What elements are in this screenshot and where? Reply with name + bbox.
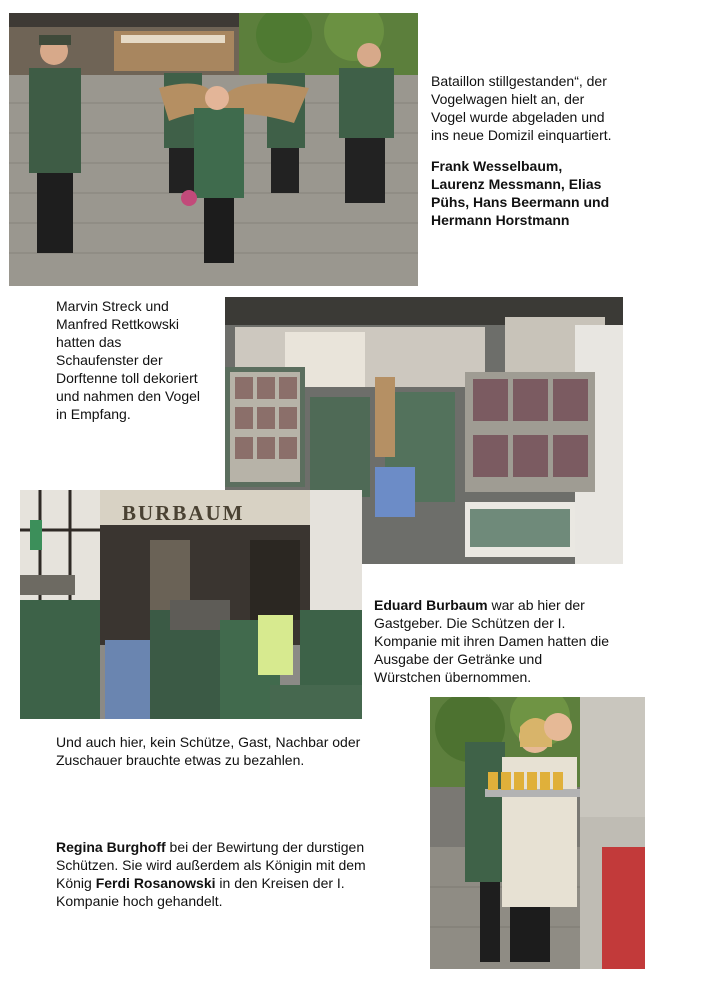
caption-line: Kompanie hoch gehandelt. (56, 893, 223, 909)
caption-line: Würstchen übernommen. (374, 669, 532, 685)
caption-line: Schaufenster der (56, 352, 163, 368)
caption-line: Dorftenne toll dekoriert (56, 370, 198, 386)
caption-schaufenster (56, 297, 200, 423)
caption-vogelwagen (431, 72, 612, 144)
caption-regina-burghoff (56, 838, 366, 910)
caption-line-post: in den Kreisen der I. (215, 875, 345, 891)
caption-line: ins neue Domizil einquartiert. (431, 127, 612, 143)
photo-serving-beer (430, 697, 645, 969)
caption-line: in Empfang. (56, 406, 131, 422)
caption-line-rest: bei der Bewirtung der durstigen (165, 839, 365, 855)
caption-line: Bataillon stillgestanden“, der (431, 73, 607, 89)
caption-line (56, 838, 366, 856)
caption-nichts-bezahlen (56, 733, 360, 769)
caption-line: und nahmen den Vogel (56, 388, 201, 404)
burbaum-sign: BURBAUM (122, 501, 245, 525)
caption-line: Schützen. Sie wird außerdem als Königin mit dem (56, 857, 366, 873)
caption-line: Manfred Rettkowski (56, 316, 179, 332)
name-eduard-burbaum: Eduard Burbaum (374, 597, 488, 613)
names-line: Laurenz Messmann, Elias (431, 176, 602, 192)
caption-line: Gastgeber. Die Schützen der I. (374, 615, 566, 631)
caption-line: Zuschauer brauchte etwas zu bezahlen. (56, 752, 305, 768)
caption-burbaum (374, 596, 609, 686)
caption-line: Vogel wurde abgeladen und (431, 109, 605, 125)
caption-line: Und auch hier, kein Schütze, Gast, Nachbar oder (56, 734, 361, 750)
names-line: Hermann Horstmann (431, 212, 570, 228)
names-line: Pühs, Hans Beermann und (431, 194, 610, 210)
caption-line: Ausgabe der Getränke und (374, 651, 543, 667)
caption-line (374, 596, 609, 614)
photo-burbaum-entrance (20, 490, 362, 719)
caption-line (56, 874, 366, 892)
caption-line-pre: König (56, 875, 96, 891)
name-ferdi-rosanowski: Ferdi Rosanowski (95, 875, 216, 891)
caption-line: Marvin Streck und (56, 298, 169, 314)
caption-line-rest: war ab hier der (487, 597, 585, 613)
caption-line: hatten das (56, 334, 122, 350)
caption-line: Vogelwagen hielt an, der (431, 91, 585, 107)
caption-line: Kompanie mit ihren Damen hatten die (374, 633, 610, 649)
photo-parade-bird (9, 13, 418, 286)
caption-names (431, 157, 609, 229)
names-line: Frank Wesselbaum, (431, 158, 563, 174)
name-regina-burghoff: Regina Burghoff (56, 839, 166, 855)
